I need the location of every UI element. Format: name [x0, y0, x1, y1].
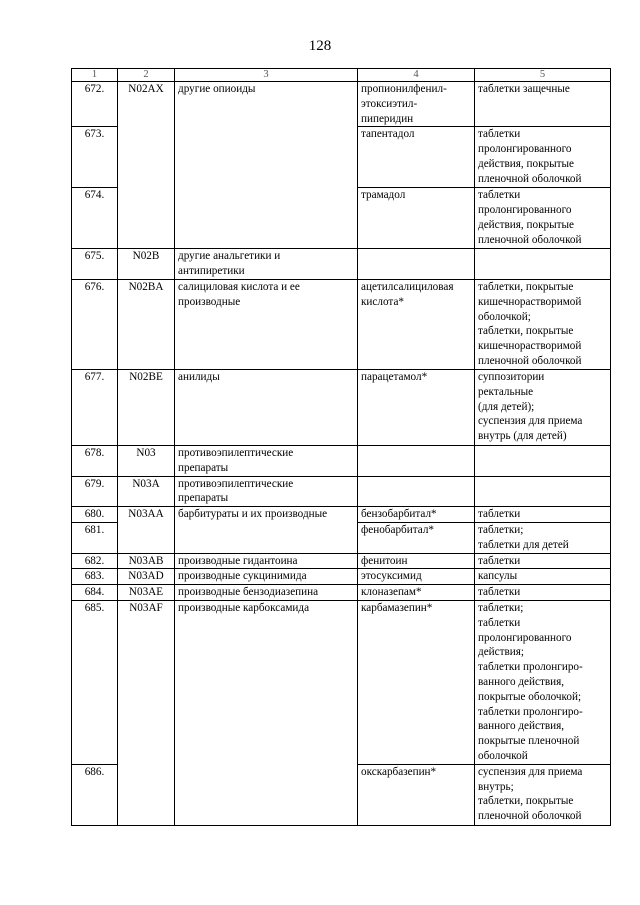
row-number: 686.	[72, 764, 118, 825]
row-number: 680.	[72, 507, 118, 523]
header-cell: 3	[175, 69, 358, 82]
dosage-form: таблетки пролонгированного действия, покрытые пленочной оболочкой	[475, 188, 611, 249]
row-number: 672.	[72, 82, 118, 127]
substance-name: фенобарбитал*	[358, 522, 475, 553]
row-number: 679.	[72, 476, 118, 507]
table-row	[72, 600, 611, 764]
page-number: 128	[308, 38, 332, 54]
substance-name: тапентадол	[358, 127, 475, 188]
table-row	[72, 585, 611, 601]
substance-name: бензобарбитал*	[358, 507, 475, 523]
dosage-form: таблетки	[475, 507, 611, 523]
dosage-form: суспензия для приема внутрь; таблетки, покрытые пленочной оболочкой	[475, 764, 611, 825]
row-number: 678.	[72, 445, 118, 476]
dosage-form	[475, 249, 611, 280]
atc-code: N03AF	[118, 600, 175, 825]
substance-name	[358, 476, 475, 507]
dosage-form: суппозитории ректальные (для детей); суспензия для приема внутрь (для детей)	[475, 369, 611, 445]
dosage-form: таблетки; таблетки для детей	[475, 522, 611, 553]
substance-name: пропионилфенил- этоксиэтил- пиперидин	[358, 82, 475, 127]
table-row	[72, 369, 611, 445]
atc-code: N02AX	[118, 82, 175, 249]
substance-name: клоназепам*	[358, 585, 475, 601]
dosage-form	[475, 476, 611, 507]
table-row	[72, 553, 611, 569]
atc-code: N03AE	[118, 585, 175, 601]
atc-code: N02BE	[118, 369, 175, 445]
atc-code: N03AA	[118, 507, 175, 553]
substance-name: трамадол	[358, 188, 475, 249]
dosage-form: таблетки	[475, 585, 611, 601]
substance-name: окскарбазепин*	[358, 764, 475, 825]
atc-code: N03AB	[118, 553, 175, 569]
group-name: производные карбоксамида	[175, 600, 358, 825]
header-cell: 1	[72, 69, 118, 82]
atc-code: N02BA	[118, 279, 175, 369]
table-row	[72, 249, 611, 280]
group-name: анилиды	[175, 369, 358, 445]
table-header-row	[72, 69, 611, 82]
row-number: 674.	[72, 188, 118, 249]
substance-name: парацетамол*	[358, 369, 475, 445]
table-row	[72, 569, 611, 585]
substance-name	[358, 249, 475, 280]
atc-code: N02B	[118, 249, 175, 280]
atc-code: N03A	[118, 476, 175, 507]
dosage-form: таблетки	[475, 553, 611, 569]
group-name: противоэпилептические препараты	[175, 445, 358, 476]
table-row	[72, 82, 611, 127]
header-cell: 4	[358, 69, 475, 82]
header-cell: 5	[475, 69, 611, 82]
row-number: 676.	[72, 279, 118, 369]
table-row	[72, 445, 611, 476]
header-cell: 2	[118, 69, 175, 82]
group-name: другие опиоиды	[175, 82, 358, 249]
dosage-form: таблетки пролонгированного действия, покрытые пленочной оболочкой	[475, 127, 611, 188]
row-number: 675.	[72, 249, 118, 280]
dosage-form: капсулы	[475, 569, 611, 585]
table-row	[72, 476, 611, 507]
row-number: 673.	[72, 127, 118, 188]
group-name: производные гидантоина	[175, 553, 358, 569]
drug-table	[71, 68, 611, 826]
group-name: производные бензодиазепина	[175, 585, 358, 601]
dosage-form: таблетки, покрытые кишечнорастворимой оболочкой; таблетки, покрытые кишечнорастворимой пленочной оболочкой	[475, 279, 611, 369]
dosage-form: таблетки; таблетки пролонгированного действия; таблетки пролонгиро- ванного действия, покрытые оболочкой; таблетки пролонгиро- ванного действия, покрытые пленочной оболочкой	[475, 600, 611, 764]
atc-code: N03AD	[118, 569, 175, 585]
substance-name: ацетилсалициловая кислота*	[358, 279, 475, 369]
group-name: салициловая кислота и ее производные	[175, 279, 358, 369]
group-name: другие анальгетики и антипиретики	[175, 249, 358, 280]
substance-name: этосуксимид	[358, 569, 475, 585]
dosage-form: таблетки защечные	[475, 82, 611, 127]
substance-name: фенитоин	[358, 553, 475, 569]
dosage-form	[475, 445, 611, 476]
atc-code: N03	[118, 445, 175, 476]
row-number: 681.	[72, 522, 118, 553]
row-number: 677.	[72, 369, 118, 445]
substance-name: карбамазепин*	[358, 600, 475, 764]
row-number: 683.	[72, 569, 118, 585]
substance-name	[358, 445, 475, 476]
group-name: барбитураты и их производные	[175, 507, 358, 553]
row-number: 682.	[72, 553, 118, 569]
row-number: 685.	[72, 600, 118, 764]
group-name: противоэпилептические препараты	[175, 476, 358, 507]
table-row	[72, 279, 611, 369]
table-row	[72, 507, 611, 523]
row-number: 684.	[72, 585, 118, 601]
group-name: производные сукцинимида	[175, 569, 358, 585]
